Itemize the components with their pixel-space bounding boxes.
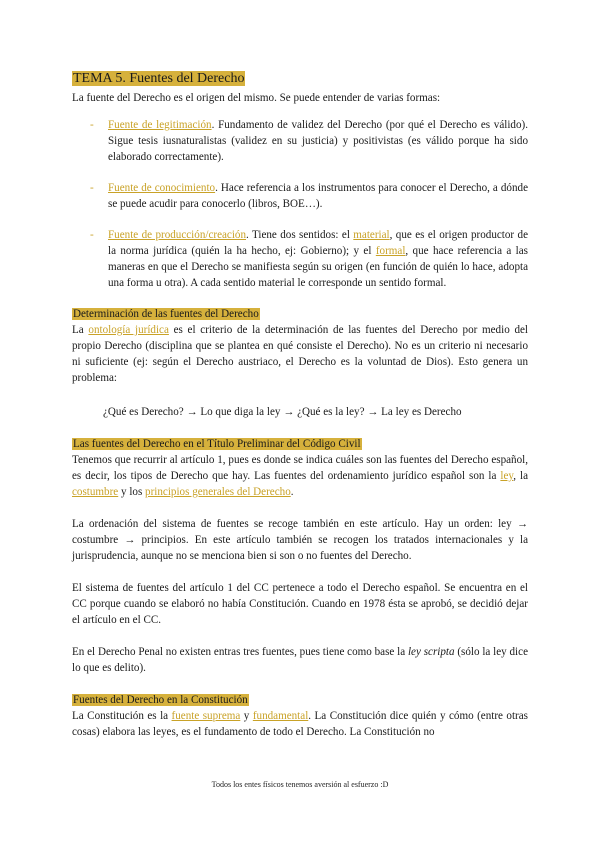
term-link[interactable]: fundamental bbox=[252, 710, 309, 722]
dash-bullet: - bbox=[90, 119, 94, 131]
paragraph: La ordenación del sistema de fuentes se recoge también en este artículo. Hay un orden: ley → costumbre → principios. En este artículo también se recogen los tratados internacionales y la jurisprudencia, aunque no se menciona bien si son o no fuentes del Derecho. bbox=[72, 518, 528, 562]
list-item-text: , que es el origen productor de la norma jurídica (quién la ha hecho, ej: Gobierno); y el bbox=[108, 229, 528, 257]
list-item bbox=[72, 227, 528, 291]
emphasis: ley scripta bbox=[407, 646, 455, 658]
term-link[interactable]: principios generales del Derecho bbox=[145, 486, 291, 498]
section-heading-determinacion bbox=[72, 306, 528, 322]
term-link[interactable]: costumbre bbox=[72, 486, 119, 498]
page-footer: Todos los entes físicos tenemos aversión al esfuerzo :D bbox=[211, 780, 389, 789]
list-item-text: . Tiene dos sentidos: el bbox=[246, 229, 354, 241]
term-link[interactable]: formal bbox=[375, 245, 406, 257]
term-link[interactable]: fuente suprema bbox=[171, 710, 241, 722]
list-item bbox=[72, 180, 528, 212]
paragraph: La ontología jurídica es el criterio de la determinación de las fuentes del Derecho por medio del propio Derecho (disciplina que se plantea en qué consiste el Derecho). No es un criterio ni necesario ni suficiente (ej: según el Derecho austriaco, el Derecho es la voluntad de Dios). Esto genera un problema: bbox=[72, 324, 528, 384]
list-item bbox=[72, 117, 528, 165]
paragraph: La Constitución es la fuente suprema y fundamental. La Constitución dice quién y cómo (entre otras cosas) elabora las leyes, es el fundamento de todo el Derecho. La Constitución no bbox=[72, 710, 528, 738]
term-link[interactable]: Fuente de producción/creación bbox=[108, 229, 247, 241]
list-item-text: , que hace referencia a las maneras en que el Derecho se manifiesta según su origen (en función de quién lo hace, adopta una forma u otra). A cada sentido material le corresponde un sentido formal. bbox=[108, 245, 528, 289]
term-link[interactable]: Fuente de legitimación bbox=[108, 119, 212, 131]
paragraph: En el Derecho Penal no existen entras tres fuentes, pues tiene como base la ley scripta (sólo la ley dice lo que es delito). bbox=[72, 646, 528, 674]
dash-bullet: - bbox=[90, 229, 94, 241]
paragraph: El sistema de fuentes del artículo 1 del CC pertenece a todo el Derecho español. Se encuentra en el CC porque cuando se elaboró no había Constitución. Cuando en 1978 ésta se aprobó, se decidió dejar el artículo en el CC. bbox=[72, 582, 528, 626]
list-item-text: . Hace referencia a los instrumentos para conocer el Derecho, a dónde se puede acudir para conocerlo (libros, BOE…). bbox=[108, 182, 528, 210]
term-link[interactable]: material bbox=[353, 229, 390, 241]
section-heading-text: Determinación de las fuentes del Derecho bbox=[73, 308, 259, 320]
section-heading-constitucion bbox=[72, 692, 528, 708]
term-link[interactable]: ontología jurídica bbox=[88, 324, 169, 336]
title-block bbox=[72, 70, 528, 88]
list-item-text: . Fundamento de validez del Derecho (por qué el Derecho es válido). Sigue tesis iusnaturalistas (validez en su justicia) y positivistas (es válido porque ha sido elaborado correctamente). bbox=[108, 119, 528, 163]
sources-list bbox=[72, 117, 528, 291]
paragraph: Tenemos que recurrir al artículo 1, pues es donde se indica cuáles son las fuentes del Derecho español, es decir, los tipos de Derecho que hay. Las fuentes del ordenamiento jurídico español son la ley, la costumbre y los principios generales del Derecho. bbox=[72, 454, 528, 498]
term-link[interactable]: ley bbox=[500, 470, 514, 482]
section-heading-text: Las fuentes del Derecho en el Título Preliminar del Código Civil bbox=[73, 438, 361, 450]
page-title: TEMA 5. Fuentes del Derecho bbox=[73, 71, 245, 86]
dash-bullet: - bbox=[90, 182, 94, 194]
section-heading-codigo-civil bbox=[72, 436, 528, 452]
quote-line: ¿Qué es Derecho? → Lo que diga la ley → ¿Qué es la ley? → La ley es Derecho bbox=[103, 406, 462, 418]
document-page bbox=[72, 70, 528, 740]
section-heading-text: Fuentes del Derecho en la Constitución bbox=[73, 694, 248, 706]
intro-paragraph: La fuente del Derecho es el origen del mismo. Se puede entender de varias formas: bbox=[72, 92, 441, 104]
term-link[interactable]: Fuente de conocimiento bbox=[108, 182, 216, 194]
